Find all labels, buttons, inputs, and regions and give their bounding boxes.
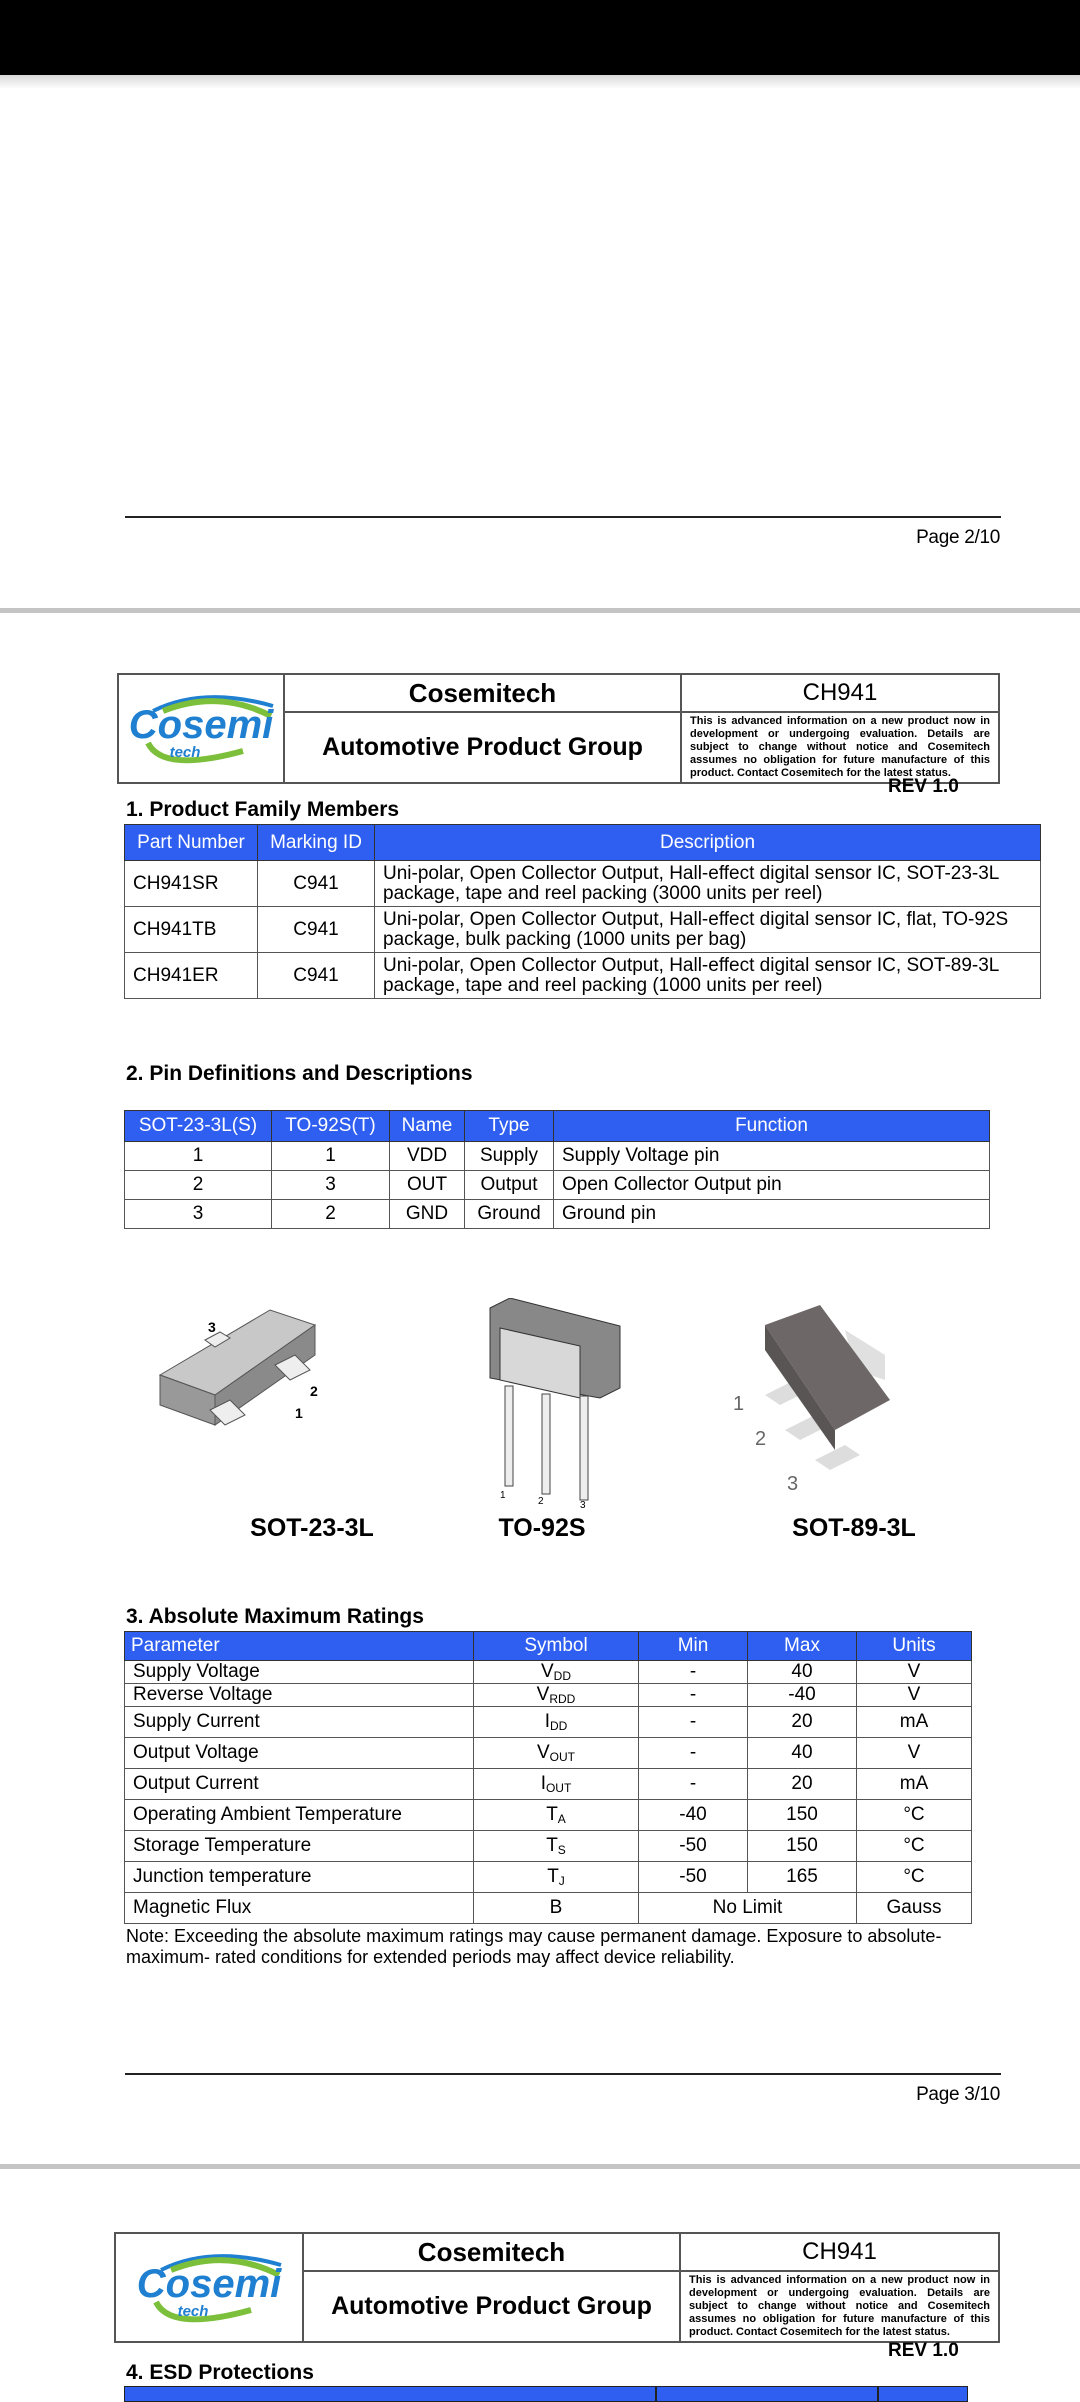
col-header: Parameter xyxy=(125,1632,474,1661)
cell: 3 xyxy=(272,1171,390,1200)
cell-part: CH941TB xyxy=(125,907,258,953)
table-row xyxy=(125,1684,972,1707)
cell: OUT xyxy=(390,1171,465,1200)
part-number: CH941 xyxy=(681,674,999,712)
sot89-package-icon xyxy=(725,1300,955,1500)
cell: Gauss xyxy=(857,1893,972,1924)
ratings-note: Note: Exceeding the absolute maximum ratings may cause permanent damage. Exposure to absolute-maximum- rated conditions for extended periods may affect device reliability. xyxy=(126,1926,942,1967)
cell: - xyxy=(639,1738,748,1769)
cell: GND xyxy=(390,1200,465,1229)
disclaimer: This is advanced information on a new product now in development or undergoing evaluation. Details are subject to change without notice and Cosemitech assumes no obligation for future manufacture of this product. Contact Cosemitech for the latest status. xyxy=(680,2271,999,2342)
cell: °C xyxy=(857,1800,972,1831)
cell: Ground pin xyxy=(554,1200,990,1229)
footer-rule xyxy=(125,516,1001,518)
absolute-max-ratings-table xyxy=(124,1631,972,1924)
cell: Supply Voltage xyxy=(125,1661,474,1684)
table-row xyxy=(125,861,1041,907)
cell-part: CH941ER xyxy=(125,953,258,999)
cell: - xyxy=(639,1684,748,1707)
cell: V xyxy=(857,1661,972,1684)
cell: mA xyxy=(857,1769,972,1800)
cell: No Limit xyxy=(639,1893,857,1924)
cell: -40 xyxy=(639,1800,748,1831)
cosemi-logo-icon xyxy=(124,2240,294,2330)
product-group: Automotive Product Group xyxy=(303,2271,680,2342)
svg-text:3: 3 xyxy=(787,1473,799,1495)
cell: 1 xyxy=(125,1142,272,1171)
cell-symbol: $T_J$ xyxy=(474,1862,639,1893)
company-logo xyxy=(115,2233,303,2342)
cell: VDD xyxy=(390,1142,465,1171)
cell: Magnetic Flux xyxy=(125,1893,474,1924)
table-row xyxy=(125,1800,972,1831)
svg-text:2: 2 xyxy=(538,1496,544,1507)
cell: Reverse Voltage xyxy=(125,1684,474,1707)
cell: °C xyxy=(857,1862,972,1893)
package-label: SOT-89-3L xyxy=(792,1514,916,1542)
table-row xyxy=(125,953,1041,999)
cell: V xyxy=(857,1738,972,1769)
document-header xyxy=(114,2232,1000,2343)
section-title-pin-definitions: 2. Pin Definitions and Descriptions xyxy=(126,1062,473,1085)
table-row xyxy=(125,907,1041,953)
col-header: Max xyxy=(748,1632,857,1661)
col-header: Function xyxy=(554,1111,990,1142)
cell-symbol: $T_S$ xyxy=(474,1831,639,1862)
company-name: Cosemitech xyxy=(303,2233,680,2271)
section-title-esd: 4. ESD Protections xyxy=(126,2361,314,2384)
cell-description: Uni-polar, Open Collector Output, Hall-effect digital sensor IC, SOT-23-3L package, tape and reel packing (3000 units per reel) xyxy=(375,861,1041,907)
col-header: TO-92S(T) xyxy=(272,1111,390,1142)
cell-marking: C941 xyxy=(258,907,375,953)
disclaimer: This is advanced information on a new product now in development or undergoing evaluation. Details are subject to change without notice and Cosemitech assumes no obligation for future manufacture of this product. Contact Cosemitech for the latest status. xyxy=(681,712,999,783)
cell: 20 xyxy=(748,1707,857,1738)
cell: Operating Ambient Temperature xyxy=(125,1800,474,1831)
cell: - xyxy=(639,1707,748,1738)
cell: Junction temperature xyxy=(125,1862,474,1893)
cell-symbol: $V_{OUT}$ xyxy=(474,1738,639,1769)
company-name: Cosemitech xyxy=(284,674,681,712)
col-header: Marking ID xyxy=(258,825,375,861)
cell: 165 xyxy=(748,1862,857,1893)
cell-marking: C941 xyxy=(258,953,375,999)
sot23-package-icon xyxy=(150,1300,430,1490)
cell: 40 xyxy=(748,1661,857,1684)
svg-text:tech: tech xyxy=(177,2303,209,2320)
page-separator[interactable] xyxy=(0,608,1080,613)
table-row xyxy=(125,1142,990,1171)
section-title-product-family: 1. Product Family Members xyxy=(126,798,400,821)
cell: -50 xyxy=(639,1862,748,1893)
cell: 150 xyxy=(748,1831,857,1862)
cell: 20 xyxy=(748,1769,857,1800)
table-row xyxy=(125,1661,972,1684)
cell: Supply xyxy=(465,1142,554,1171)
cell: - xyxy=(639,1661,748,1684)
cell: Supply Voltage pin xyxy=(554,1142,990,1171)
svg-text:2: 2 xyxy=(755,1428,767,1450)
col-header: Units xyxy=(857,1632,972,1661)
cell: -50 xyxy=(639,1831,748,1862)
section-title-absolute-max-ratings: 3. Absolute Maximum Ratings xyxy=(126,1605,424,1628)
cell: V xyxy=(857,1684,972,1707)
table-row xyxy=(125,1200,990,1229)
company-logo xyxy=(118,674,284,783)
part-number: CH941 xyxy=(680,2233,999,2271)
page-number: Page 3/10 xyxy=(916,2084,1000,2105)
cell: 1 xyxy=(272,1142,390,1171)
cell: 2 xyxy=(272,1200,390,1229)
col-header: Type xyxy=(465,1111,554,1142)
svg-text:3: 3 xyxy=(208,1319,216,1335)
col-header: Min xyxy=(639,1632,748,1661)
cell: 150 xyxy=(748,1800,857,1831)
col-header: Name xyxy=(390,1111,465,1142)
status-bar xyxy=(0,0,1080,75)
svg-text:1: 1 xyxy=(500,1490,506,1501)
col-header: Part Number xyxy=(125,825,258,861)
cell-part: CH941SR xyxy=(125,861,258,907)
cell-marking: C941 xyxy=(258,861,375,907)
svg-text:3: 3 xyxy=(580,1500,586,1508)
to92s-package-icon xyxy=(480,1298,630,1508)
svg-text:1: 1 xyxy=(733,1393,745,1415)
pin-definitions-table xyxy=(124,1110,990,1229)
cell-symbol: $I_{OUT}$ xyxy=(474,1769,639,1800)
cell: Output Voltage xyxy=(125,1738,474,1769)
cell: 2 xyxy=(125,1171,272,1200)
col-header: Symbol xyxy=(474,1632,639,1661)
svg-text:tech: tech xyxy=(169,744,201,761)
cell: Ground xyxy=(465,1200,554,1229)
table-row xyxy=(125,1893,972,1924)
page-separator[interactable] xyxy=(0,2164,1080,2169)
cell: Output Current xyxy=(125,1769,474,1800)
package-label: SOT-23-3L xyxy=(250,1514,374,1542)
cell: -40 xyxy=(748,1684,857,1707)
table-row xyxy=(125,1707,972,1738)
revision: REV 1.0 xyxy=(888,776,959,797)
cell-symbol: $V_{RDD}$ xyxy=(474,1684,639,1707)
svg-text:1: 1 xyxy=(295,1405,303,1421)
cell-symbol: $T_A$ xyxy=(474,1800,639,1831)
package-label: TO-92S xyxy=(498,1514,586,1542)
svg-text:2: 2 xyxy=(310,1383,318,1399)
table-row xyxy=(125,1738,972,1769)
cell: Supply Current xyxy=(125,1707,474,1738)
cell: - xyxy=(639,1769,748,1800)
revision: REV 1.0 xyxy=(888,2340,959,2361)
cell: 3 xyxy=(125,1200,272,1229)
table-row xyxy=(125,1831,972,1862)
cell: °C xyxy=(857,1831,972,1862)
cell: 40 xyxy=(748,1738,857,1769)
cosemi-logo-icon xyxy=(123,681,279,771)
product-group: Automotive Product Group xyxy=(284,712,681,783)
svg-text:Cosemi: Cosemi xyxy=(128,703,274,747)
cell: Output xyxy=(465,1171,554,1200)
page-number: Page 2/10 xyxy=(916,527,1000,548)
cell: Storage Temperature xyxy=(125,1831,474,1862)
col-header: SOT-23-3L(S) xyxy=(125,1111,272,1142)
cell-description: Uni-polar, Open Collector Output, Hall-effect digital sensor IC, SOT-89-3L package, tape and reel packing (1000 units per reel) xyxy=(375,953,1041,999)
document-header xyxy=(117,673,1000,784)
toolbar-shadow xyxy=(0,75,1080,89)
cell: mA xyxy=(857,1707,972,1738)
cell: B xyxy=(474,1893,639,1924)
cell-description: Uni-polar, Open Collector Output, Hall-effect digital sensor IC, flat, TO-92S package, bulk packing (1000 units per bag) xyxy=(375,907,1041,953)
svg-text:Cosemi: Cosemi xyxy=(136,2262,282,2306)
footer-rule xyxy=(125,2073,1001,2075)
cell-symbol: $I_{DD}$ xyxy=(474,1707,639,1738)
table-row xyxy=(125,1862,972,1893)
col-header: Description xyxy=(375,825,1041,861)
table-row xyxy=(125,1171,990,1200)
table-row xyxy=(125,1769,972,1800)
product-family-table xyxy=(124,824,1041,999)
cell: Open Collector Output pin xyxy=(554,1171,990,1200)
cell-symbol: $V_{DD}$ xyxy=(474,1661,639,1684)
